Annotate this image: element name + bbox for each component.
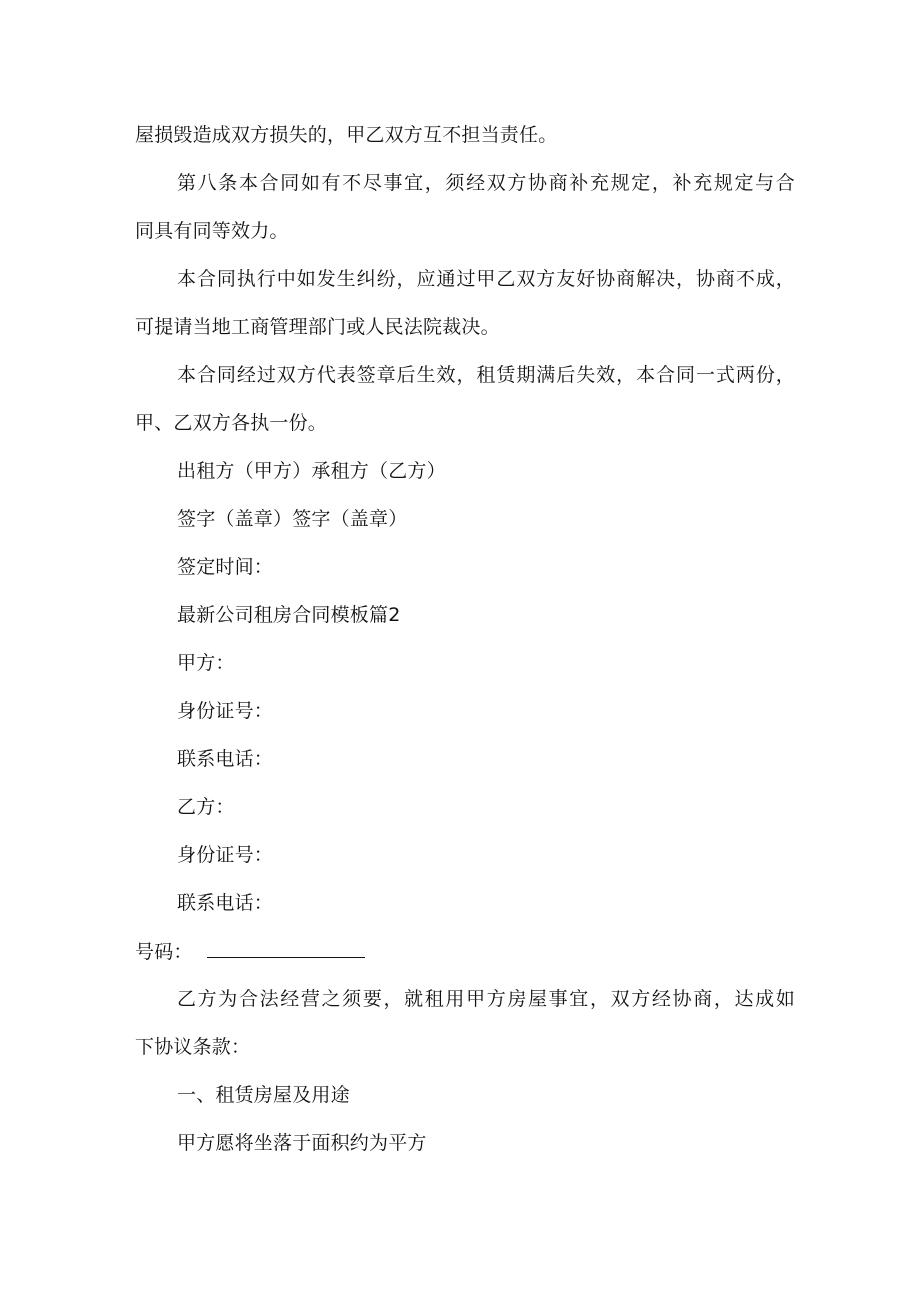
- text-line: 可提请当地工商管理部门或人民法院裁决。: [135, 316, 500, 338]
- party-b-label: 乙方：: [177, 796, 235, 818]
- text-line: 同具有同等效力。: [135, 220, 289, 242]
- clause-heading: 一、租赁房屋及用途: [177, 1084, 350, 1106]
- signature-parties: 出租方（甲方）承租方（乙方）: [177, 460, 446, 482]
- party-a-label: 甲方：: [177, 652, 235, 674]
- text-line: 本合同执行中如发生纠纷，应通过甲乙双方友好协商解决，协商不成，: [177, 268, 795, 290]
- number-blank: [207, 939, 365, 958]
- section-title: 最新公司租房合同模板篇2: [177, 604, 401, 626]
- party-a-phone-label: 联系电话：: [177, 748, 274, 770]
- party-b-id-label: 身份证号：: [177, 844, 274, 866]
- text-line: 下协议条款：: [135, 1036, 251, 1058]
- number-field: [135, 939, 365, 964]
- number-label: 号码：: [135, 941, 193, 963]
- text-line: 乙方为合法经营之须要，就租用甲方房屋事宜，双方经协商，达成如: [177, 988, 795, 1010]
- text-line: 第八条本合同如有不尽事宜，须经双方协商补充规定，补充规定与合: [177, 172, 795, 194]
- party-a-id-label: 身份证号：: [177, 700, 274, 722]
- party-b-phone-label: 联系电话：: [177, 892, 274, 914]
- text-line: 屋损毁造成双方损失的，甲乙双方互不担当责任。: [135, 124, 558, 146]
- signing-date-label: 签定时间：: [177, 556, 274, 578]
- text-line: 甲方愿将坐落于面积约为平方: [177, 1132, 427, 1154]
- text-line: 本合同经过双方代表签章后生效，租赁期满后失效，本合同一式两份，: [177, 364, 795, 386]
- signature-stamps: 签字（盖章）签字（盖章）: [177, 508, 408, 530]
- text-line: 甲、乙双方各执一份。: [135, 412, 328, 434]
